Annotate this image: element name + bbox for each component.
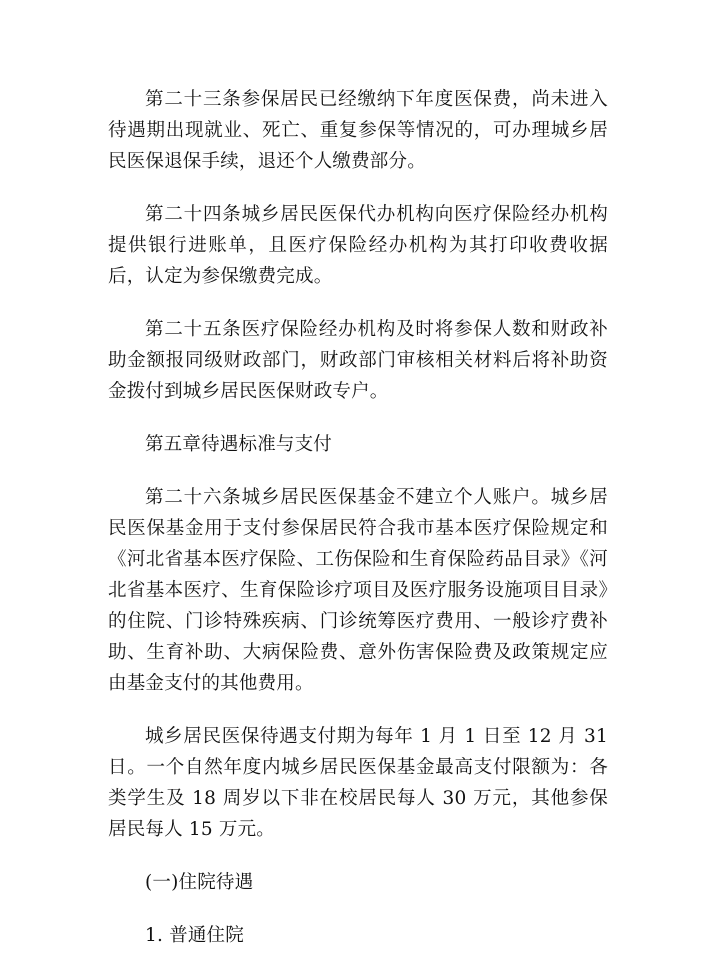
paragraph-article-23: 第二十三条参保居民已经缴纳下年度医保费，尚未进入待遇期出现就业、死亡、重复参保等情况的，可办理城乡居民医保退保手续，退还个人缴费部分。 [108,89,608,172]
paragraph-article-26: 第二十六条城乡居民医保基金不建立个人账户。城乡居民医保基金用于支付参保居民符合我市基本医疗保险规定和《河北省基本医疗保险、工伤保险和生育保险药品目录》《河北省基本医疗、生育保险诊疗项目及医疗服务设施项目目录》的住院、门诊特殊疾病、门诊统筹医疗费用、一般诊疗费补助、生育补助、大病保险费、意外伤害保险费及政策规定应由基金支付的其他费用。 [108,487,608,694]
paragraph-article-24: 第二十四条城乡居民医保代办机构向医疗保险经办机构提供银行进账单，且医疗保险经办机构为其打印收费收据后，认定为参保缴费完成。 [108,204,608,287]
subsection-heading-general-inpatient: 1. 普通住院 [145,925,244,946]
paragraph-payment-period: 城乡居民医保待遇支付期为每年 1 月 1 日至 12 月 31 日。一个自然年度内城乡居民医保基金最高支付限额为：各类学生及 18 周岁以下非在校居民每人 30 万元，其他参保居民每人 15 万元。 [108,726,608,840]
paragraph-article-25: 第二十五条医疗保险经办机构及时将参保人数和财政补助金额报同级财政部门，财政部门审核相关材料后将补助资金拨付到城乡居民医保财政专户。 [108,319,608,402]
section-heading-inpatient: (一)住院待遇 [145,872,254,893]
chapter-heading: 第五章待遇标准与支付 [145,434,333,455]
document-body [108,84,608,973]
